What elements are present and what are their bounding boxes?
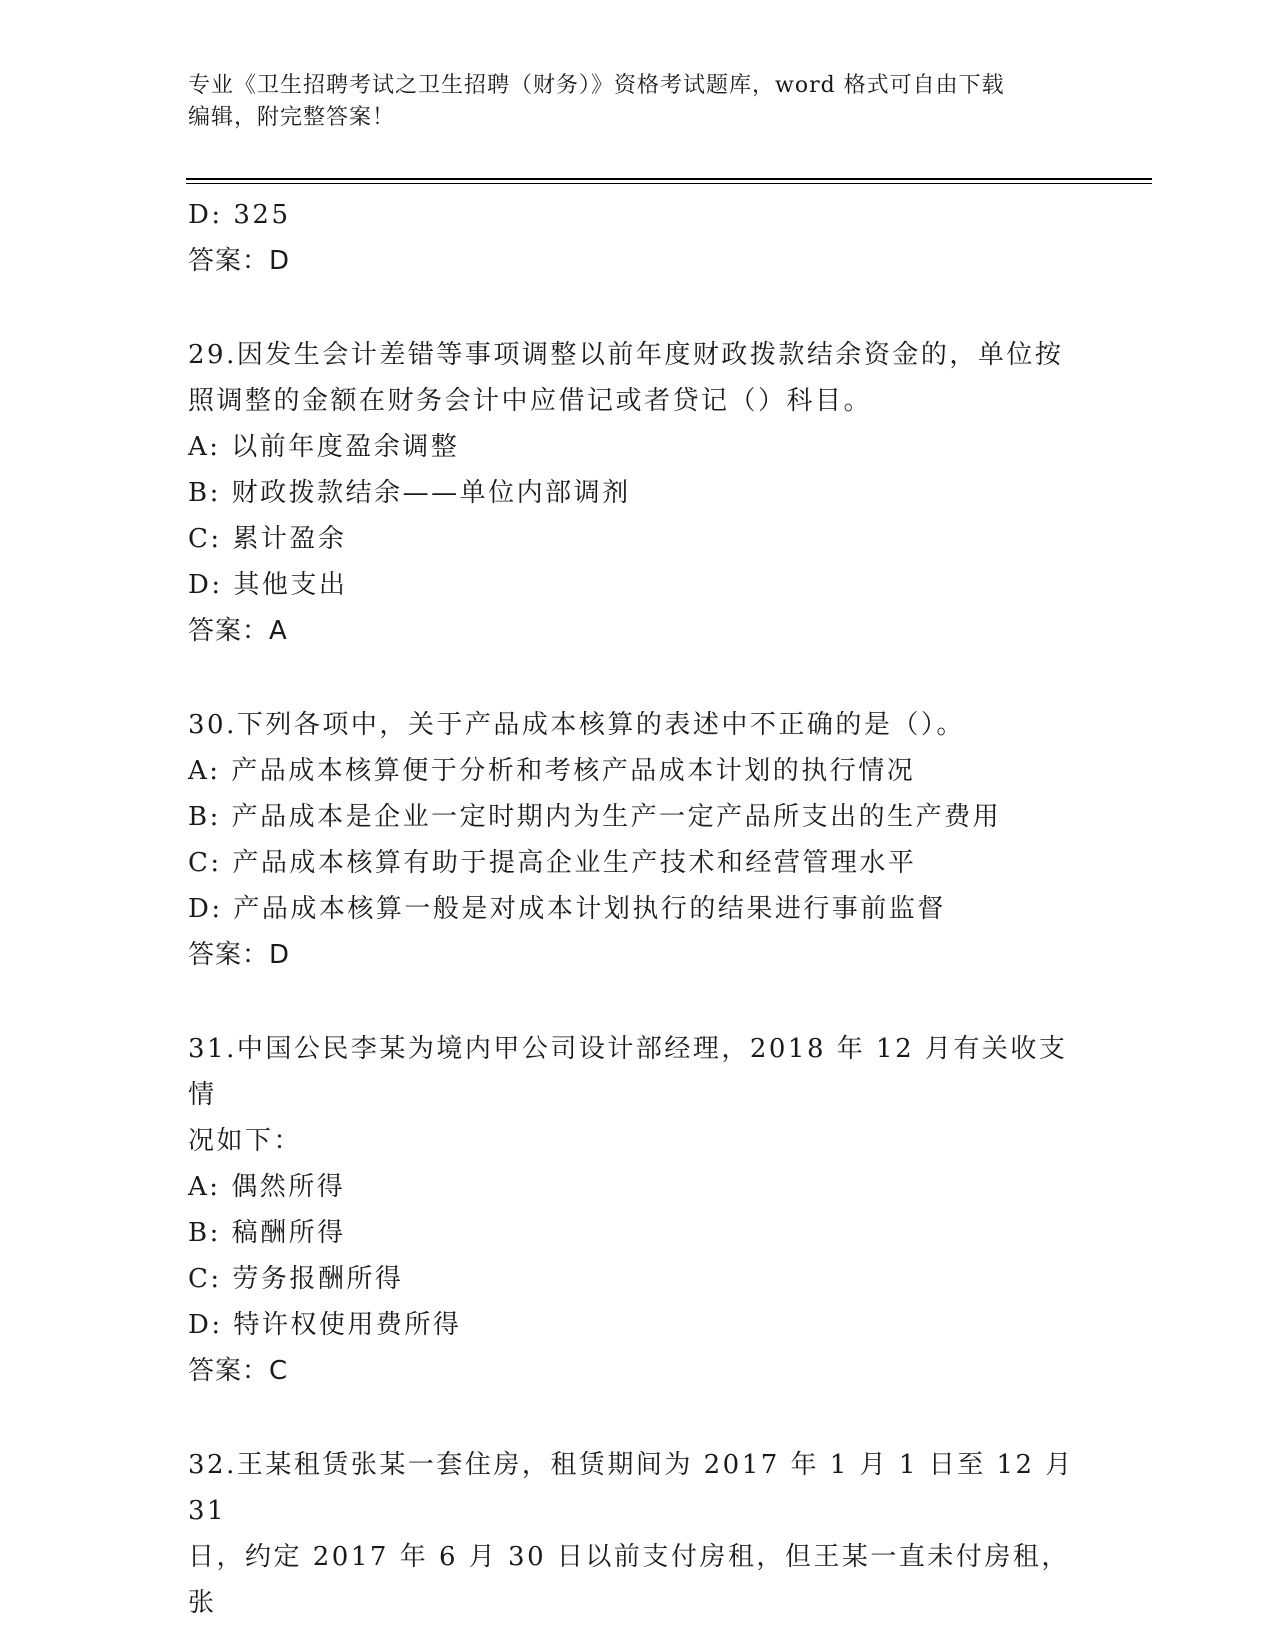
- option-b: B: 产品成本是企业一定时期内为生产一定产品所支出的生产费用: [188, 802, 1002, 832]
- answer: 答案：D: [188, 246, 291, 276]
- option-b: B: 财政拨款结余——单位内部调剂: [188, 478, 631, 508]
- question-stem: 照调整的金额在财务会计中应借记或者贷记（）科目。: [188, 386, 873, 416]
- option-a: A: 以前年度盈余调整: [188, 432, 460, 462]
- option-d: D: 特许权使用费所得: [188, 1310, 462, 1340]
- header-line-1: 专业《卫生招聘考试之卫生招聘（财务）》资格考试题库，word 格式可自由下载: [188, 73, 1005, 98]
- option-d: D: 产品成本核算一般是对成本计划执行的结果进行事前监督: [188, 894, 946, 924]
- answer: 答案：D: [188, 940, 291, 970]
- question-stem: 30.下列各项中，关于产品成本核算的表述中不正确的是（）。: [188, 710, 965, 740]
- question-31: [188, 1026, 1088, 1394]
- page-header: [188, 70, 1068, 134]
- question-30: [188, 702, 1088, 978]
- answer: 答案：A: [188, 616, 288, 646]
- option-b: B: 稿酬所得: [188, 1218, 346, 1248]
- option-a: A: 产品成本核算便于分析和考核产品成本计划的执行情况: [188, 756, 916, 786]
- header-rule-thick: [186, 178, 1152, 180]
- question-stem: 31.中国公民李某为境内甲公司设计部经理，2018 年 12 月有关收支情: [188, 1034, 1068, 1110]
- option-d: D: 其他支出: [188, 570, 348, 600]
- header-line-2: 编辑，附完整答案！: [188, 105, 396, 130]
- option-d: D: 325: [188, 200, 291, 230]
- question-content: [188, 192, 1088, 1626]
- question-stem: 32.王某租赁张某一套住房，租赁期间为 2017 年 1 月 1 日至 12 月 31: [188, 1450, 1074, 1526]
- option-a: A: 偶然所得: [188, 1172, 346, 1202]
- question-stem: 况如下：: [188, 1126, 303, 1156]
- question-32: [188, 1442, 1088, 1626]
- header-rule-thin: [186, 183, 1152, 184]
- question-29: [188, 332, 1088, 654]
- option-c: C: 劳务报酬所得: [188, 1264, 404, 1294]
- question-stem: 29.因发生会计差错等事项调整以前年度财政拨款结余资金的，单位按: [188, 340, 1064, 370]
- option-c: C: 累计盈余: [188, 524, 347, 554]
- option-c: C: 产品成本核算有助于提高企业生产技术和经营管理水平: [188, 848, 917, 878]
- question-stem: 日，约定 2017 年 6 月 30 日以前支付房租，但王某一直未付房租，张: [188, 1542, 1070, 1618]
- answer: 答案：C: [188, 1356, 289, 1386]
